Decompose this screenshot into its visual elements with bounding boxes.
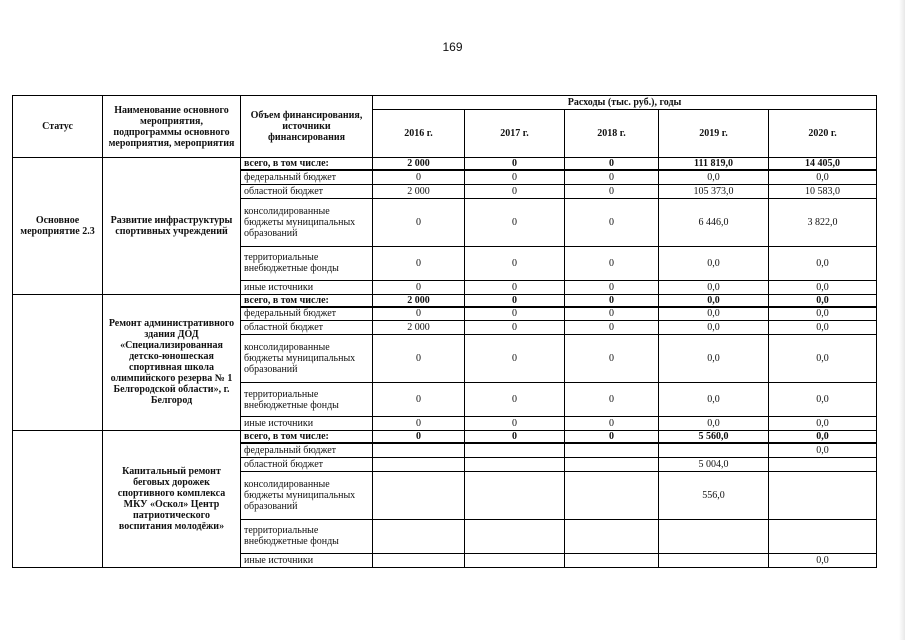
value-cell: 0,0 xyxy=(659,307,769,321)
value-cell: 0 xyxy=(373,198,465,246)
header-name: Наименование основного мероприятия, подпрограммы основного мероприятия, мероприятия xyxy=(103,96,241,158)
value-cell: 105 373,0 xyxy=(659,184,769,198)
value-cell: 0 xyxy=(373,431,465,444)
value-cell xyxy=(659,443,769,457)
value-cell: 0 xyxy=(565,158,659,171)
source-cell: всего, в том числе: xyxy=(241,294,373,307)
value-cell: 0 xyxy=(373,280,465,294)
value-cell: 0,0 xyxy=(659,335,769,383)
value-cell: 0 xyxy=(465,158,565,171)
value-cell xyxy=(769,471,877,519)
value-cell: 0 xyxy=(465,280,565,294)
value-cell: 0 xyxy=(565,294,659,307)
value-cell: 111 819,0 xyxy=(659,158,769,171)
value-cell xyxy=(565,443,659,457)
financing-table xyxy=(12,95,877,568)
value-cell xyxy=(465,443,565,457)
status-cell xyxy=(13,294,103,431)
header-year-2016: 2016 г. xyxy=(373,110,465,158)
value-cell: 0 xyxy=(565,170,659,184)
header-year-2017: 2017 г. xyxy=(465,110,565,158)
value-cell: 0,0 xyxy=(769,246,877,280)
value-cell: 0 xyxy=(373,246,465,280)
source-cell: областной бюджет xyxy=(241,457,373,471)
value-cell: 0 xyxy=(565,184,659,198)
source-cell: территориальные внебюджетные фонды xyxy=(241,246,373,280)
header-year-2020: 2020 г. xyxy=(769,110,877,158)
value-cell: 0 xyxy=(373,383,465,417)
value-cell: 5 004,0 xyxy=(659,457,769,471)
source-cell: федеральный бюджет xyxy=(241,443,373,457)
value-cell: 0 xyxy=(373,307,465,321)
value-cell xyxy=(769,457,877,471)
value-cell: 0 xyxy=(465,431,565,444)
value-cell: 0,0 xyxy=(769,383,877,417)
event-name-cell: Ремонт административного здания ДОД «Специализированная детско-юношеская спортивная школа олимпийского резерва № 1 Белгородской области», г. Белгород xyxy=(103,294,241,431)
value-cell: 0,0 xyxy=(769,280,877,294)
value-cell: 0,0 xyxy=(769,170,877,184)
value-cell: 0,0 xyxy=(659,280,769,294)
value-cell: 0,0 xyxy=(769,335,877,383)
source-cell: всего, в том числе: xyxy=(241,158,373,171)
value-cell: 0,0 xyxy=(769,431,877,444)
value-cell: 0,0 xyxy=(659,170,769,184)
source-cell: территориальные внебюджетные фонды xyxy=(241,383,373,417)
value-cell: 2 000 xyxy=(373,321,465,335)
table-row-total xyxy=(13,158,877,171)
value-cell: 0 xyxy=(465,417,565,431)
value-cell: 14 405,0 xyxy=(769,158,877,171)
value-cell xyxy=(659,553,769,567)
header-volume: Объем финансирования, источники финансирования xyxy=(241,96,373,158)
source-cell: иные источники xyxy=(241,417,373,431)
value-cell: 0,0 xyxy=(659,321,769,335)
value-cell: 0 xyxy=(565,417,659,431)
value-cell: 0,0 xyxy=(769,417,877,431)
value-cell: 0 xyxy=(565,383,659,417)
value-cell: 5 560,0 xyxy=(659,431,769,444)
value-cell: 0,0 xyxy=(659,294,769,307)
source-cell: федеральный бюджет xyxy=(241,307,373,321)
value-cell xyxy=(465,471,565,519)
event-name-cell: Капитальный ремонт беговых дорожек спортивного комплекса МКУ «Оскол» Центр патриотического воспитания молодёжи» xyxy=(103,431,241,568)
value-cell: 0 xyxy=(465,321,565,335)
value-cell: 0,0 xyxy=(769,321,877,335)
value-cell: 0 xyxy=(465,170,565,184)
header-year-2018: 2018 г. xyxy=(565,110,659,158)
value-cell: 0 xyxy=(373,170,465,184)
source-cell: консолидированные бюджеты муниципальных образований xyxy=(241,335,373,383)
table-row-total xyxy=(13,431,877,444)
value-cell: 0 xyxy=(373,335,465,383)
value-cell: 2 000 xyxy=(373,158,465,171)
value-cell: 0,0 xyxy=(659,383,769,417)
value-cell xyxy=(373,443,465,457)
value-cell: 0 xyxy=(465,335,565,383)
value-cell xyxy=(373,471,465,519)
value-cell xyxy=(465,457,565,471)
value-cell: 0 xyxy=(465,246,565,280)
value-cell: 0,0 xyxy=(659,246,769,280)
value-cell: 0 xyxy=(565,335,659,383)
value-cell: 10 583,0 xyxy=(769,184,877,198)
source-cell: областной бюджет xyxy=(241,321,373,335)
value-cell: 0 xyxy=(565,307,659,321)
source-cell: консолидированные бюджеты муниципальных образований xyxy=(241,198,373,246)
header-year-2019: 2019 г. xyxy=(659,110,769,158)
value-cell: 0,0 xyxy=(769,443,877,457)
value-cell: 0,0 xyxy=(769,553,877,567)
header-expenses: Расходы (тыс. руб.), годы xyxy=(373,96,877,110)
value-cell: 0 xyxy=(465,383,565,417)
event-name-cell: Развитие инфраструктуры спортивных учреждений xyxy=(103,158,241,295)
value-cell: 0 xyxy=(565,280,659,294)
page-number: 169 xyxy=(442,40,463,54)
value-cell xyxy=(373,553,465,567)
value-cell xyxy=(565,457,659,471)
value-cell xyxy=(465,519,565,553)
value-cell: 0,0 xyxy=(659,417,769,431)
value-cell xyxy=(565,471,659,519)
value-cell: 0 xyxy=(565,321,659,335)
status-cell: Основное мероприятие 2.3 xyxy=(13,158,103,295)
source-cell: федеральный бюджет xyxy=(241,170,373,184)
source-cell: территориальные внебюджетные фонды xyxy=(241,519,373,553)
value-cell: 0 xyxy=(465,294,565,307)
value-cell xyxy=(769,519,877,553)
source-cell: всего, в том числе: xyxy=(241,431,373,444)
value-cell xyxy=(565,553,659,567)
source-cell: иные источники xyxy=(241,280,373,294)
value-cell xyxy=(465,553,565,567)
table-row-total xyxy=(13,294,877,307)
scan-edge xyxy=(899,0,905,640)
value-cell: 2 000 xyxy=(373,184,465,198)
value-cell: 0 xyxy=(565,431,659,444)
value-cell: 0 xyxy=(565,198,659,246)
value-cell: 3 822,0 xyxy=(769,198,877,246)
value-cell: 0 xyxy=(465,198,565,246)
value-cell: 556,0 xyxy=(659,471,769,519)
value-cell: 0,0 xyxy=(769,307,877,321)
value-cell xyxy=(565,519,659,553)
status-cell xyxy=(13,431,103,568)
value-cell: 6 446,0 xyxy=(659,198,769,246)
value-cell xyxy=(373,519,465,553)
value-cell xyxy=(659,519,769,553)
header-status: Статус xyxy=(13,96,103,158)
value-cell: 0 xyxy=(465,184,565,198)
value-cell: 2 000 xyxy=(373,294,465,307)
source-cell: иные источники xyxy=(241,553,373,567)
value-cell: 0,0 xyxy=(769,294,877,307)
value-cell: 0 xyxy=(465,307,565,321)
value-cell: 0 xyxy=(565,246,659,280)
value-cell xyxy=(373,457,465,471)
value-cell: 0 xyxy=(373,417,465,431)
source-cell: областной бюджет xyxy=(241,184,373,198)
source-cell: консолидированные бюджеты муниципальных образований xyxy=(241,471,373,519)
